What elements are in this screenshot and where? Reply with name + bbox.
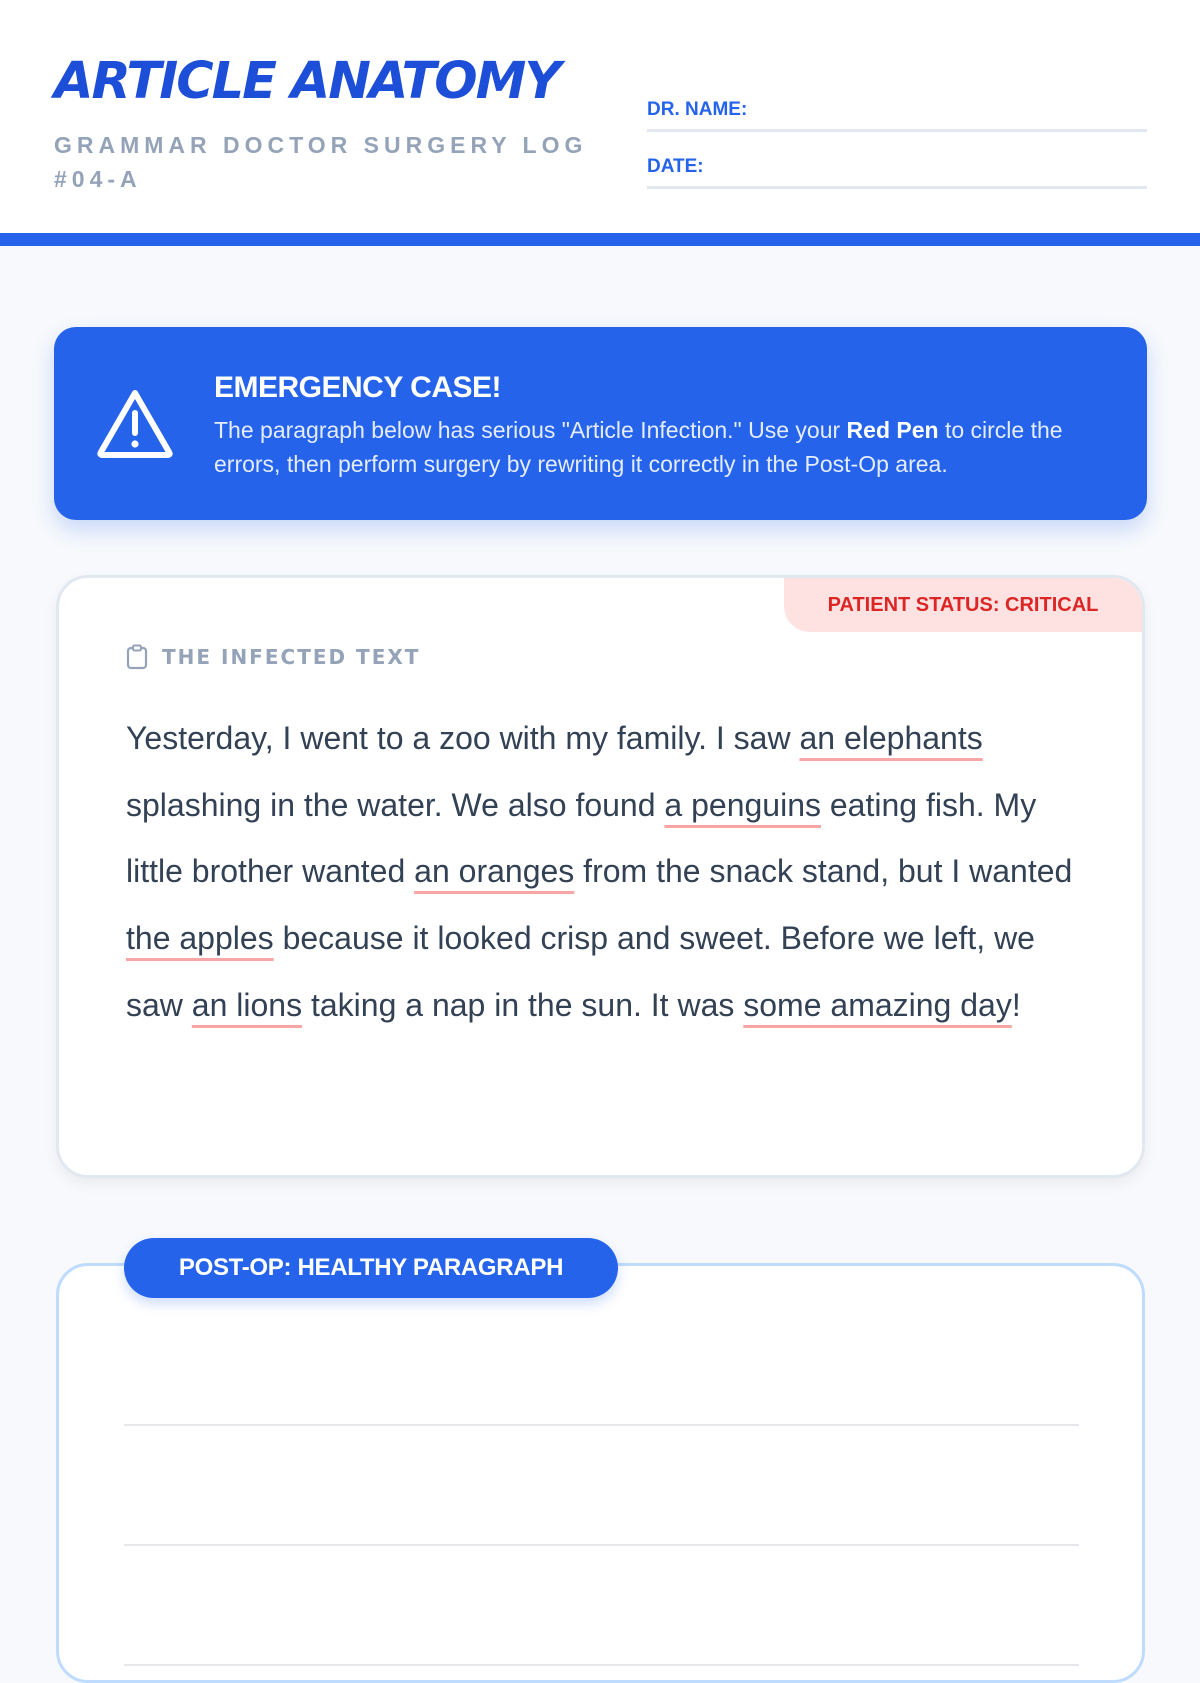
infected-text-heading: THE INFECTED TEXT — [162, 645, 421, 669]
page-subtitle: GRAMMAR DOCTOR SURGERY LOG #04-A — [54, 132, 588, 192]
passage-text: eating fish. My little brother wanted — [126, 786, 1037, 890]
instructions-red-pen: Red Pen — [846, 417, 939, 443]
patient-status-badge: PATIENT STATUS: CRITICAL — [784, 578, 1142, 632]
emergency-banner — [54, 327, 1147, 520]
emergency-title: EMERGENCY CASE! — [214, 371, 501, 404]
doctor-name-field[interactable] — [647, 96, 1147, 132]
page-title: ARTICLE ANATOMY — [54, 52, 560, 111]
passage-text: from the snack stand, but I wanted — [574, 853, 1073, 890]
page-header — [0, 0, 1200, 246]
article-error[interactable]: a penguins — [664, 786, 821, 823]
doctor-name-label: DR. NAME: — [647, 99, 748, 120]
writing-line[interactable] — [124, 1424, 1079, 1426]
passage-text: Yesterday, I went to a zoo with my family. I saw — [126, 720, 800, 756]
passage-text: ! — [1011, 986, 1021, 1023]
instructions-text-end: to circle the errors, then perform surgery by rewriting it correctly in the Post-Op area. — [214, 417, 1063, 477]
article-error[interactable]: some amazing day — [743, 986, 1012, 1023]
emergency-instructions — [214, 413, 1114, 481]
passage-text: splashing in the water. We also found — [126, 786, 665, 823]
instructions-text-start: The paragraph below has serious "Article Infection." Use your — [214, 417, 847, 443]
clipboard-icon — [126, 644, 148, 670]
warning-triangle-icon — [96, 387, 174, 459]
infected-text-card — [56, 575, 1145, 1178]
date-field[interactable] — [647, 153, 1147, 189]
section-label — [126, 644, 420, 670]
postop-label: POST-OP: HEALTHY PARAGRAPH — [124, 1238, 618, 1298]
article-error[interactable]: an oranges — [414, 853, 575, 890]
writing-line[interactable] — [124, 1664, 1079, 1666]
infected-paragraph — [126, 705, 1086, 1039]
passage-text: taking a nap in the sun. It was — [302, 986, 744, 1023]
passage-text: because it looked crisp and sweet. Before we left, we saw — [126, 920, 1035, 1023]
article-error[interactable]: the apples — [126, 920, 274, 957]
article-error[interactable]: an lions — [191, 986, 303, 1023]
date-label: DATE: — [647, 156, 704, 177]
writing-line[interactable] — [124, 1544, 1079, 1546]
article-error[interactable]: an elephants — [799, 720, 983, 756]
postop-card[interactable] — [56, 1263, 1145, 1683]
